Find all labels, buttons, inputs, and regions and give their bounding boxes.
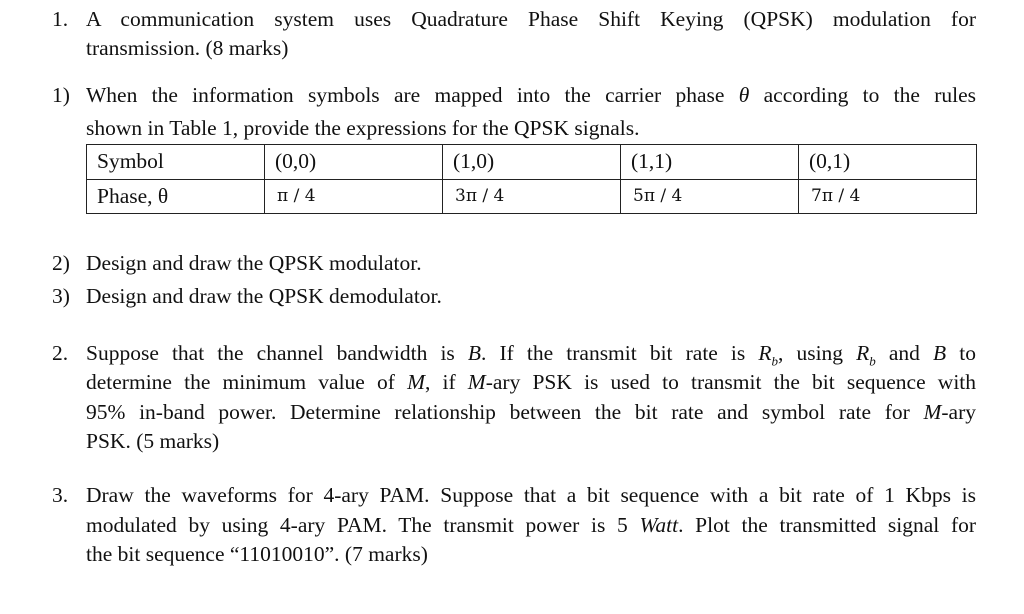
q1-sub1-line1 [86,85,976,107]
q2-line2 [86,372,976,394]
q1-sub1-line2: shown in Table 1, provide the expressions for the QPSK signals. [86,116,640,140]
q3-line1: Draw the waveforms for 4-ary PAM. Suppose that a bit sequence with a bit rate of 1 Kbps is [86,483,976,507]
q3-l2-text-b: . Plot the transmitted signal for [678,513,977,537]
table-cell-phase-3: 5π / 4 [621,179,799,214]
q2-l3-M: M [923,400,942,424]
q1-sub3-text: Design and draw the QPSK demodulator. [86,284,442,308]
q2-l1-R2: R [856,341,870,365]
q2-l2-text-b: , if [424,370,456,394]
q1-sub3-number: 3) [52,284,70,308]
table-row-symbols [87,145,977,180]
table-cell-symbol-4: (0,1) [799,145,977,180]
q1-line1: A communication system uses Quadrature Phase Shift Keying (QPSK) modulation for [86,7,976,31]
q1-number: 1. [52,7,69,31]
q3-number: 3. [52,483,69,507]
q2-line1 [86,343,976,367]
q1-line2: transmission. (8 marks) [86,36,289,60]
q2-l2-M2: M [467,370,486,394]
q2-l1-B2: B [933,341,947,365]
q2-l1-R2-sub: b [869,353,876,369]
table-row-phases [87,179,977,214]
q2-l1-text-a: Suppose that the channel bandwidth is [86,341,455,365]
q3-l2-watt: Watt [639,513,679,537]
table-cell-phase-2: 3π / 4 [443,179,621,214]
table-1 [86,144,977,214]
table-cell-symbol-3: (1,1) [621,145,799,180]
q2-l1-text-e: to [959,341,976,365]
q2-number: 2. [52,341,69,365]
q2-line3 [86,402,976,424]
q1-sub2-number: 2) [52,251,70,275]
q2-l1-R: R [758,341,772,365]
q1-sub1-line1-pre: When the information symbols are mapped into the carrier phase [86,83,725,107]
theta-symbol: θ [738,83,750,107]
table-cell-phase-1: π / 4 [265,179,443,214]
q1-sub2-text: Design and draw the QPSK modulator. [86,251,422,275]
q1-sub1-line1-post: according to the rules [763,83,977,107]
q2-l1-R-sub: b [771,353,778,369]
table-cell-symbol-2: (1,0) [443,145,621,180]
table-cell-symbol-1: (0,0) [265,145,443,180]
q2-line4: PSK. (5 marks) [86,429,220,453]
table-cell-phase-4: 7π / 4 [799,179,977,214]
q3-line3: the bit sequence “11010010”. (7 marks) [86,542,428,566]
table-cell-phase-label: Phase, θ [87,179,265,214]
q2-l2-text-c: -ary PSK is used to transmit the bit sequence with [485,370,977,394]
q2-l3-text-b: -ary [941,400,977,424]
q2-l2-text-a: determine the minimum value of [86,370,395,394]
q1-sub1-number: 1) [52,83,70,107]
q2-l1-text-b: . If the transmit bit rate is [481,341,746,365]
q2-l1-text-c: , using [778,341,844,365]
q3-line2 [86,515,976,537]
q2-l3-text-a: 95% in-band power. Determine relationship between the bit rate and symbol rate for [86,400,910,424]
q3-l2-text-a: modulated by using 4-ary PAM. The transmit power is 5 [86,513,628,537]
q2-l1-text-d: and [888,341,920,365]
q2-l1-B: B [467,341,482,365]
q2-l2-M: M [407,370,425,394]
table-cell-symbol-label: Symbol [87,145,265,180]
